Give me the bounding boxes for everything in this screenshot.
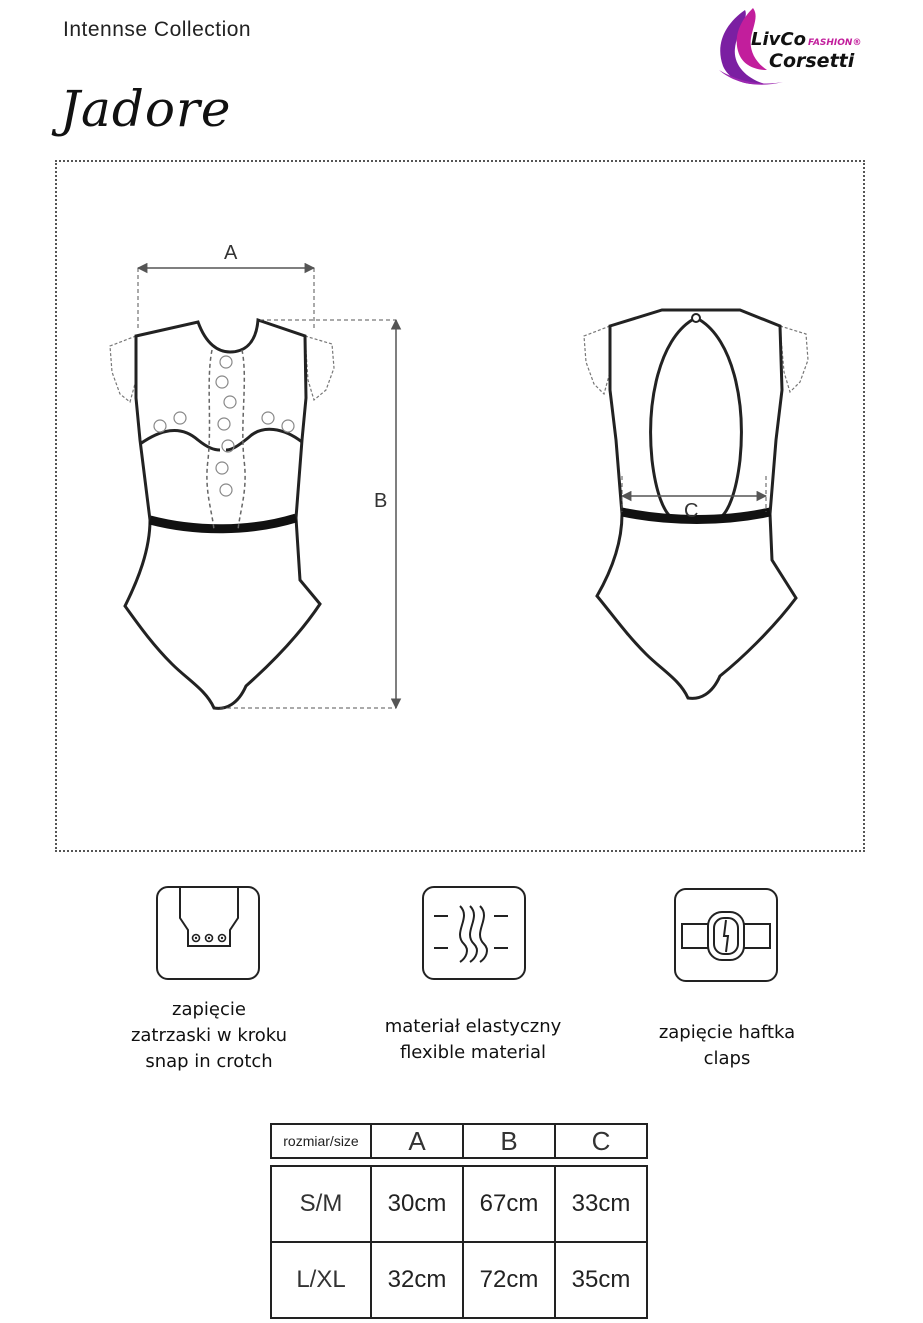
table-row-label: L/XL [270,1241,372,1319]
brand-logo [705,4,875,90]
hook-clasp-icon [674,888,778,982]
table-header-c: C [554,1123,648,1159]
snap-crotch-icon [156,886,260,980]
dimension-label-c: C [684,500,699,522]
stretch-material-icon [422,886,526,980]
technical-drawing-frame [55,160,865,852]
table-cell: 32cm [370,1241,464,1319]
table-cell: 35cm [554,1241,648,1319]
table-row-label: S/M [270,1165,372,1243]
table-cell: 33cm [554,1165,648,1243]
dimension-label-a: A [224,242,238,264]
table-cell: 72cm [462,1241,556,1319]
dimension-label-b: B [374,490,388,512]
table-cell: 30cm [370,1165,464,1243]
table-header-a: A [370,1123,464,1159]
table-cell: 67cm [462,1165,556,1243]
brand-name-line1: LivCo FASHION® [751,29,862,50]
feature-text-elastic: materiał elastyczny flexible material [384,1016,562,1063]
feature-text-snap: zapięcie zatrzaski w kroku snap in crotch [130,999,288,1072]
product-title: Jadore [60,80,232,138]
collection-name: Intennse Collection [63,18,252,41]
feature-text-clasp: zapięcie haftka claps [658,1022,796,1069]
brand-name-line2: Corsetti [769,50,855,72]
table-header-b: B [462,1123,556,1159]
table-header-size: rozmiar/size [270,1123,372,1159]
